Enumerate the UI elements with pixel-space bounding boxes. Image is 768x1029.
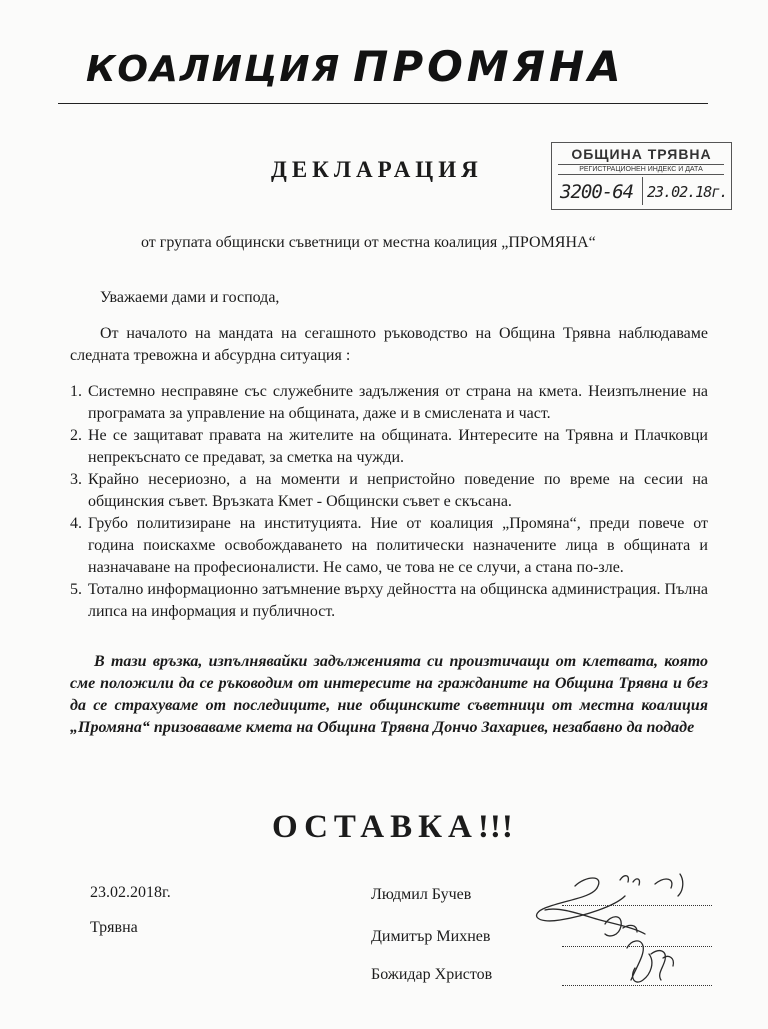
coalition-logo [86, 42, 686, 102]
document-date: 23.02.2018г. [90, 884, 171, 901]
stamp-subtitle: РЕГИСТРАЦИОНЕН ИНДЕКС И ДАТА [558, 164, 724, 175]
list-item-text: Крайно несериозно, а на моменти и непристойно поведение по време на сесии на общинския съвет. Връзката Кмет - Общински съвет е скъсана. [88, 471, 708, 510]
intro-paragraph: От началото на мандата на сегашното ръководство на Община Трявна наблюдаваме следната тревожна и абсурдна ситуация : [70, 325, 708, 364]
complaints-list [70, 381, 708, 623]
logo-word-promyana: ПРОМЯНА [353, 42, 625, 91]
stamp-date: 23.02.18г. [647, 183, 728, 201]
stamp-registration-number: 3200-64 [560, 181, 634, 203]
document-subtitle: от групата общински съветници от местна коалиция „ПРОМЯНА“ [141, 234, 596, 251]
list-item [70, 381, 708, 425]
list-item [70, 513, 708, 579]
resignation-word: ОСТАВКА [272, 809, 478, 845]
list-item-text: Тотално информационно затъмнение върху дейността на общинска администрация. Пълна липса на информация и публичност. [88, 581, 708, 620]
resignation-heading [272, 809, 514, 846]
greeting: Уважаеми дами и господа, [100, 289, 280, 306]
handwritten-signatures [505, 858, 715, 1008]
document-city: Трявна [90, 919, 138, 936]
registration-stamp [551, 142, 732, 210]
signer-name: Божидар Христов [371, 966, 493, 983]
list-item [70, 579, 708, 623]
list-item-number: 5. [70, 581, 82, 598]
list-item-number: 4. [70, 515, 82, 532]
list-item-text: Системно несправяне със служебните задължения от страна на кмета. Неизпълнение на програмата за управление на общината, даже и в смислената и част. [88, 383, 708, 422]
list-item [70, 469, 708, 513]
logo-word-coalition: КОАЛИЦИЯ [86, 49, 342, 90]
list-item [70, 425, 708, 469]
header-rule [58, 103, 708, 104]
stamp-divider [642, 177, 643, 205]
appeal-paragraph: В тази връзка, изпълнявайки задълженията си произтичащи от клетвата, която сме положили да се ръководим от интересите на гражданите на Община Трявна и без да се страхуваме от последиците, ние общинските съветници от местна коалиция „Промяна“ призоваваме кмета на Община Трявна Дончо Захариев, незабавно да подаде [70, 653, 708, 736]
list-item-number: 1. [70, 383, 82, 400]
list-item-text: Грубо политизиране на институцията. Ние от коалиция „Промяна“, преди повече от година поискахме освобождаването на политически назначените лица в общината и назначаване на професионалисти. Не само, че това не се случи, а стана по-зле. [88, 515, 708, 576]
resignation-exclamations: !!! [477, 809, 514, 845]
list-item-text: Не се защитават правата на жителите на общината. Интересите на Трявна и Плачковци непрекъснато се предават, за сметка на чужди. [88, 427, 708, 466]
document-title: ДЕКЛАРАЦИЯ [271, 157, 483, 182]
signer-name: Димитър Михнев [371, 928, 491, 945]
list-item-number: 3. [70, 471, 82, 488]
list-item-number: 2. [70, 427, 82, 444]
signer-name: Людмил Бучев [371, 886, 472, 903]
stamp-title: ОБЩИНА ТРЯВНА [571, 146, 712, 162]
